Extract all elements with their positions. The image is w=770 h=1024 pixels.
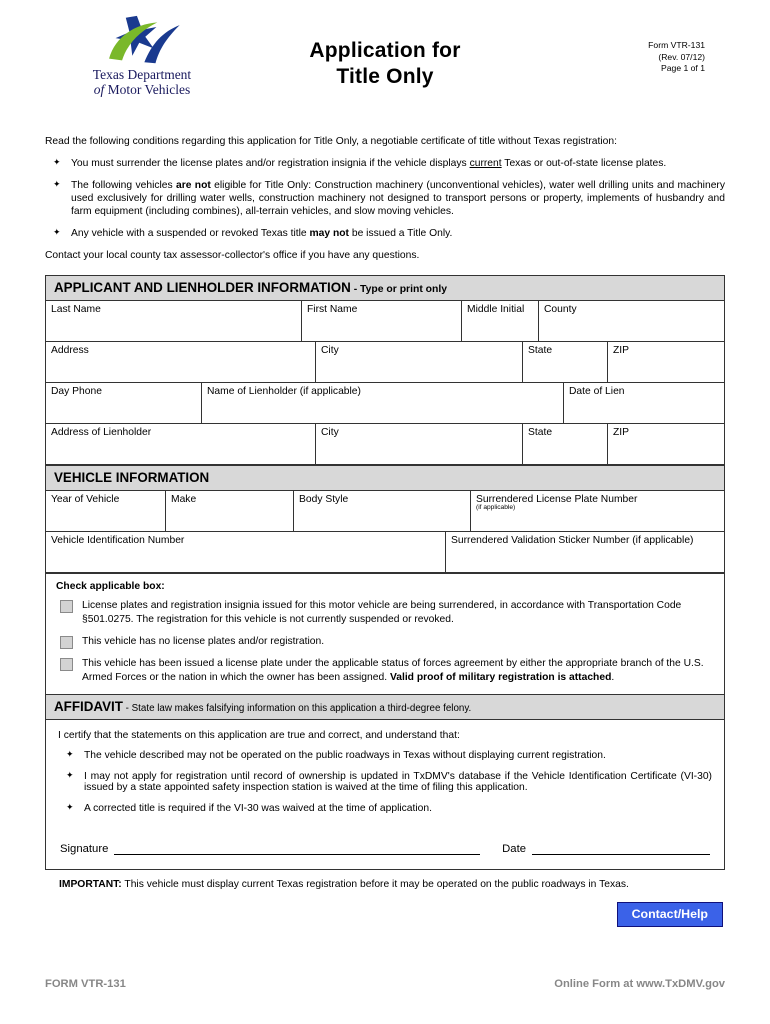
- signature-label: Signature: [60, 843, 109, 855]
- instruction-2-text-b: eligible for Title Only: Construction machinery (unconventional vehicles), water well drilling units and machinery used exclusively for drilling water wells, construction machinery not designed to transport persons or property, implements of husbandry and farm equipment (including combines), all-terrain vehicles, and slow moving vehicles.: [71, 180, 726, 217]
- instruction-1-text-a: You must surrender the license plates and/or registration insignia if the vehicle displays: [71, 158, 470, 169]
- affidavit-heading-main: AFFIDAVIT: [54, 699, 123, 714]
- bullet-icon: ✦: [66, 770, 74, 780]
- affidavit-heading-sub: - State law makes falsifying information on this application a third-degree felony.: [122, 703, 472, 714]
- checkbox-1-label: License plates and registration insignia issued for this motor vehicle are being surrendered, in accordance with Transportation Code §501.0275. The registration for this vehicle is not currently suspended or revoked.: [82, 600, 682, 625]
- affidavit-item-2: [58, 771, 712, 793]
- field-city[interactable]: [316, 342, 523, 382]
- instructions-closing: Contact your local county tax assessor-collector's office if you have any questions.: [45, 250, 420, 261]
- affidavit-item-1: [58, 750, 712, 761]
- field-label: First Name: [307, 304, 358, 315]
- field-lienholder-zip[interactable]: [608, 424, 724, 464]
- field-sublabel: (if applicable): [476, 504, 516, 511]
- form-metadata: [648, 40, 705, 75]
- contact-help-button[interactable]: Contact/Help: [617, 902, 723, 927]
- field-label: Last Name: [51, 304, 101, 315]
- instruction-2-text-a: The following vehicles: [71, 180, 176, 191]
- checkbox-option-3[interactable]: [56, 657, 714, 685]
- page-footer: [45, 978, 725, 990]
- field-zip[interactable]: [608, 342, 724, 382]
- vin-row: [46, 532, 724, 573]
- help-button-container: [45, 902, 725, 927]
- form-number: Form VTR-131: [648, 40, 705, 50]
- field-lienholder-city[interactable]: [316, 424, 523, 464]
- instruction-2-bold: are not: [176, 180, 211, 191]
- check-applicable-label: Check applicable box:: [56, 581, 165, 592]
- applicant-address-row: [46, 342, 724, 383]
- field-label: Surrendered Validation Sticker Number (if applicable): [451, 535, 694, 546]
- instructions-list: [45, 157, 725, 240]
- vehicle-detail-row: [46, 491, 724, 532]
- page-number: Page 1 of 1: [661, 63, 705, 73]
- signature-input-line[interactable]: [114, 842, 480, 855]
- instructions-lead: Read the following conditions regarding this application for Title Only, a negotiable certificate of title without Texas registration:: [45, 136, 617, 147]
- field-label: Address of Lienholder: [51, 427, 152, 438]
- applicant-heading-main: APPLICANT AND LIENHOLDER INFORMATION: [54, 280, 351, 295]
- instruction-item-1: [45, 157, 725, 170]
- field-validation-sticker[interactable]: [446, 532, 724, 572]
- field-middle-initial[interactable]: [462, 301, 539, 341]
- date-input-line[interactable]: [532, 842, 710, 855]
- checkbox-area: [46, 573, 724, 694]
- instruction-item-2: [45, 179, 725, 218]
- important-label: IMPORTANT:: [59, 879, 122, 890]
- field-address[interactable]: [46, 342, 316, 382]
- important-note: [45, 879, 725, 890]
- bullet-icon: ✦: [53, 227, 61, 237]
- footer-online-note: Online Form at www.TxDMV.gov: [554, 978, 725, 990]
- field-label: ZIP: [613, 345, 630, 356]
- applicant-section-header: [46, 276, 724, 301]
- checkbox-3-text-a: This vehicle has been issued a license plate under the applicable status of forces agreement by either the appropriate branch of the U.S. Armed Forces or the nation in which the owner has been assigned.: [82, 658, 704, 683]
- instruction-3-text-b: be issued a Title Only.: [348, 228, 453, 239]
- field-label: Middle Initial: [467, 304, 525, 315]
- affidavit-item-3: [58, 803, 712, 814]
- field-label: Name of Lienholder (if applicable): [207, 386, 361, 397]
- footer-form-id: FORM VTR-131: [45, 978, 126, 990]
- field-label: Vehicle Identification Number: [51, 535, 185, 546]
- bullet-icon: ✦: [53, 179, 61, 189]
- instruction-item-3: [45, 227, 725, 240]
- title-line-2: Title Only: [336, 65, 434, 88]
- affidavit-2-text: I may not apply for registration until record of ownership is updated in TxDMV's database if the Vehicle Identification Certificate (VI-30) issued by a state appointed safety inspection station is waived at the time of filing this application.: [84, 771, 712, 793]
- affidavit-list: [58, 750, 712, 814]
- field-label: State: [528, 427, 553, 438]
- checkbox-3-label: [82, 657, 714, 685]
- field-label: Surrendered License Plate Number: [476, 494, 638, 505]
- field-surrendered-plate-number[interactable]: [471, 491, 724, 531]
- field-last-name[interactable]: [46, 301, 302, 341]
- field-first-name[interactable]: [302, 301, 462, 341]
- instructions-block: [45, 135, 725, 262]
- lienholder-address-row: [46, 424, 724, 465]
- instruction-3-bold: may not: [309, 228, 349, 239]
- bullet-icon: ✦: [66, 749, 74, 759]
- checkbox-3-bold: Valid proof of military registration is attached: [389, 672, 612, 683]
- bullet-icon: ✦: [66, 802, 74, 812]
- logo-line-2: of Motor Vehicles: [93, 81, 191, 97]
- checkbox-icon[interactable]: [60, 600, 73, 613]
- field-label: ZIP: [613, 427, 630, 438]
- field-day-phone[interactable]: [46, 383, 202, 423]
- logo-line-1: Texas Department: [92, 67, 192, 82]
- field-vin[interactable]: [46, 532, 446, 572]
- date-label: Date: [502, 843, 526, 855]
- field-year-of-vehicle[interactable]: [46, 491, 166, 531]
- form-revision: (Rev. 07/12): [658, 51, 705, 62]
- form-container: [45, 275, 725, 870]
- field-lienholder-name[interactable]: [202, 383, 564, 423]
- field-label: Day Phone: [51, 386, 102, 397]
- affidavit-lead: I certify that the statements on this application are true and correct, and understand that:: [58, 730, 460, 741]
- vehicle-section-header: [46, 465, 724, 491]
- checkbox-icon[interactable]: [60, 658, 73, 671]
- field-county[interactable]: [539, 301, 724, 341]
- affidavit-3-text: A corrected title is required if the VI-30 was waived at the time of application.: [84, 803, 432, 814]
- field-lienholder-address[interactable]: [46, 424, 316, 464]
- field-label: County: [544, 304, 577, 315]
- instruction-3-text-a: Any vehicle with a suspended or revoked Texas title: [71, 228, 310, 239]
- field-label: State: [528, 345, 553, 356]
- field-date-of-lien[interactable]: [564, 383, 724, 423]
- lienholder-row: [46, 383, 724, 424]
- field-label: City: [321, 427, 339, 438]
- instruction-1-underlined: current: [469, 158, 502, 169]
- bullet-icon: ✦: [53, 157, 61, 167]
- field-lienholder-state[interactable]: [523, 424, 608, 464]
- checkbox-icon[interactable]: [60, 636, 73, 649]
- field-make[interactable]: [166, 491, 294, 531]
- applicant-heading-sub: - Type or print only: [350, 284, 448, 295]
- field-label: Body Style: [299, 494, 349, 505]
- instruction-1-text-b: Texas or out-of-state license plates.: [501, 158, 667, 169]
- affidavit-1-text: The vehicle described may not be operated on the public roadways in Texas without displaying current registration.: [84, 750, 606, 761]
- signature-row: [46, 830, 724, 869]
- field-label: City: [321, 345, 339, 356]
- title-line-1: Application for: [309, 39, 461, 62]
- page-title: [45, 38, 725, 90]
- field-label: Date of Lien: [569, 386, 625, 397]
- field-label: Year of Vehicle: [51, 494, 120, 505]
- field-state[interactable]: [523, 342, 608, 382]
- vehicle-heading: VEHICLE INFORMATION: [54, 470, 210, 485]
- important-text: This vehicle must display current Texas registration before it may be operated on the public roadways in Texas.: [121, 879, 629, 890]
- affidavit-body: [46, 720, 724, 830]
- checkbox-3-text-b: .: [611, 672, 615, 683]
- field-body-style[interactable]: [294, 491, 471, 531]
- field-label: Address: [51, 345, 89, 356]
- checkbox-option-2[interactable]: [56, 635, 714, 649]
- checkbox-option-1[interactable]: [56, 599, 714, 627]
- applicant-name-row: [46, 301, 724, 342]
- checkbox-2-label: This vehicle has no license plates and/or registration.: [82, 636, 325, 647]
- page-header: [45, 0, 725, 107]
- affidavit-section-header: [46, 694, 724, 720]
- field-label: Make: [171, 494, 197, 505]
